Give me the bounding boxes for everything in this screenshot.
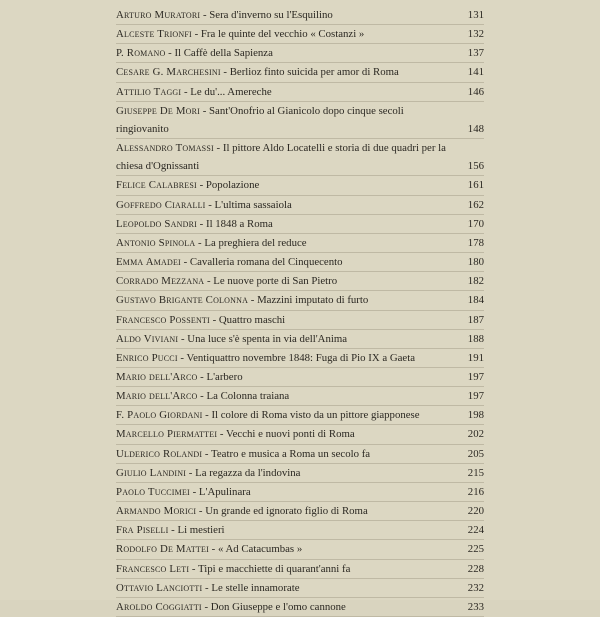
entry-author: Goffredo Ciaralli [116, 198, 206, 211]
toc-entry [116, 349, 484, 368]
toc-entry [116, 272, 484, 291]
entry-author: Armando Morici [116, 505, 197, 518]
entry-title: Tipi e macchiette di quarant'anni fa [198, 562, 351, 575]
entry-author: Mario dell'Arco [116, 370, 198, 383]
entry-text [116, 349, 458, 367]
entry-page-number: 182 [467, 275, 484, 288]
entry-author: Francesco Leti [116, 562, 190, 575]
entry-page-number: 198 [467, 409, 484, 422]
entry-separator [209, 543, 218, 555]
entry-title: Berlioz finto suicida per amor di Roma [229, 66, 399, 79]
toc-entry [116, 44, 484, 63]
entry-page-number: 162 [467, 198, 484, 211]
entry-page-number: 187 [467, 313, 484, 326]
entry-page-number: 146 [467, 85, 484, 98]
entry-title: Popolazione [205, 179, 260, 192]
entry-text [116, 176, 458, 194]
entry-page-number: 225 [467, 543, 484, 556]
entry-title: L'arbero [206, 370, 243, 383]
entry-author: F. Paolo Giordani [116, 409, 203, 422]
entry-title: Fra le quinte del vecchio « Costanzi » [200, 28, 365, 41]
entry-author: Arturo Muratori [116, 9, 201, 21]
entry-author: Aldo Viviani [116, 332, 179, 345]
entry-title: Mazzini imputato di furto [257, 294, 369, 307]
entry-separator [178, 333, 187, 345]
toc-entry [116, 196, 484, 215]
entry-text [116, 406, 458, 424]
toc-entry [116, 215, 484, 234]
toc-entry [116, 579, 484, 598]
entry-title: Una luce s'è spenta in via dell'Anima [187, 332, 348, 345]
entry-author: P. Romano [116, 47, 166, 60]
toc-entry [116, 311, 484, 330]
entry-page-number: 178 [467, 236, 484, 249]
entry-title: « Ad Catacumbas » [217, 543, 303, 556]
toc-entry [116, 406, 484, 425]
entry-separator [210, 314, 219, 326]
entry-separator [189, 563, 198, 575]
entry-page-number: 233 [467, 600, 484, 613]
entry-separator [192, 28, 201, 40]
entry-title: La preghiera del reduce [204, 236, 307, 249]
entry-separator [206, 199, 215, 211]
toc-entry [116, 330, 484, 349]
entry-text [116, 25, 458, 43]
entry-author: Francesco Possenti [116, 313, 210, 326]
toc-entry [116, 464, 484, 483]
toc-entry [116, 598, 484, 617]
entry-page-number: 184 [467, 294, 484, 307]
entry-title: Teatro e musica a Roma un secolo fa [211, 447, 371, 460]
entry-author: Ulderico Rolandi [116, 447, 203, 460]
entry-title: Sant'Onofrio al Gianicolo dopo cinque secoli ringiovanito [116, 104, 404, 135]
entry-page-number: 202 [467, 428, 484, 441]
entry-text [116, 464, 458, 482]
toc-entry [116, 425, 484, 444]
entry-author: Cesare G. Marchesini [116, 66, 221, 79]
entry-text [116, 44, 458, 62]
entry-author: Rodolfo De Mattei [116, 543, 209, 556]
entry-author: Giulio Landini [116, 466, 187, 479]
entry-author: Gustavo Brigante Colonna [116, 294, 249, 307]
entry-title: Le nuove porte di San Pietro [213, 275, 338, 288]
entry-author: Alessandro Tomassi [116, 142, 214, 155]
entry-separator [197, 179, 206, 191]
entry-title: Un grande ed ignorato figlio di Roma [205, 505, 368, 518]
entry-separator [202, 448, 211, 460]
entry-text [116, 425, 458, 443]
entry-separator [200, 9, 209, 21]
toc-entry [116, 63, 484, 82]
toc-entry [116, 445, 484, 464]
entry-author: Paolo Tuccimei [116, 485, 190, 498]
entry-separator [214, 142, 223, 154]
entry-text [116, 83, 458, 101]
toc-entry [116, 234, 484, 253]
toc-entry [116, 102, 484, 139]
entry-title: Don Giuseppe e l'omo cannone [210, 600, 346, 613]
entry-text [116, 387, 458, 405]
toc-entry [116, 521, 484, 540]
entry-title: Li mestieri [177, 524, 225, 537]
entry-author: Corrado Mezzana [116, 275, 205, 288]
entry-text [116, 63, 458, 81]
entry-text [116, 540, 458, 558]
entry-author: Felice Calabresi [116, 179, 197, 192]
entry-text [116, 330, 458, 348]
entry-page-number: 180 [467, 256, 484, 269]
entry-title: Vecchi e nuovi ponti di Roma [226, 428, 355, 441]
entry-text [116, 234, 458, 252]
toc-entry [116, 483, 484, 502]
entry-author: Aroldo Coggiatti [116, 600, 202, 613]
entry-page-number: 141 [467, 66, 484, 79]
toc-entry [116, 6, 484, 25]
toc-entry [116, 540, 484, 559]
entry-separator [200, 105, 209, 117]
toc-entry [116, 83, 484, 102]
entry-text [116, 196, 458, 214]
toc-entry [116, 25, 484, 44]
entry-page-number: 156 [467, 160, 484, 173]
entry-text [116, 502, 458, 520]
entry-page-number: 220 [467, 505, 484, 518]
entry-text [116, 215, 458, 233]
entry-text [116, 483, 458, 501]
entry-page-number: 224 [467, 524, 484, 537]
entry-title: Le stelle innamorate [211, 581, 300, 594]
entry-page-number: 215 [467, 466, 484, 479]
entry-text [116, 102, 458, 138]
entry-title: Il 1848 a Roma [205, 217, 273, 230]
entry-page-number: 232 [467, 581, 484, 594]
entry-author: Attilio Taggi [116, 85, 182, 98]
entry-text [116, 139, 458, 175]
entry-text [116, 368, 458, 386]
entry-text [116, 6, 458, 24]
entry-title: L'ultima sassaiola [214, 198, 292, 211]
entry-page-number: 132 [467, 28, 484, 41]
entry-title: Il Caffè della Sapienza [174, 47, 273, 60]
entry-author: Ottavio Lanciotti [116, 581, 203, 594]
toc-entry [116, 253, 484, 272]
entry-text [116, 521, 458, 539]
toc-entry [116, 560, 484, 579]
entry-page-number: 188 [467, 332, 484, 345]
entry-title: Sera d'inverno su l'Esquilino [209, 9, 333, 21]
entry-page-number: 228 [467, 562, 484, 575]
entry-title: Il colore di Roma visto da un pittore giapponese [211, 409, 420, 422]
entry-title: Ventiquattro novembre 1848: Fuga di Pio IX a Gaeta [186, 351, 416, 364]
entry-author: Mario dell'Arco [116, 390, 198, 403]
entry-title: La regazza da l'indovina [195, 466, 301, 479]
entry-separator [202, 601, 211, 613]
entry-page-number: 137 [467, 47, 484, 60]
entry-text [116, 579, 458, 597]
entry-author: Alceste Trionfi [116, 28, 192, 41]
entry-page-number: 197 [467, 390, 484, 403]
entry-separator [195, 237, 204, 249]
entry-text [116, 311, 458, 329]
toc-entry [116, 502, 484, 521]
entry-title: L'Apulinara [198, 485, 251, 498]
entry-separator [202, 582, 211, 594]
toc-entry [116, 176, 484, 195]
entry-text [116, 272, 458, 290]
entry-title: Le du'... Amereche [190, 85, 272, 98]
entry-text [116, 291, 458, 309]
entry-separator [221, 66, 230, 78]
entry-author: Fra Piselli [116, 524, 169, 537]
toc-entry [116, 387, 484, 406]
entry-title: Il pittore Aldo Locatelli e storia di due quadri per la chiesa d'Ognissanti [116, 142, 446, 173]
entry-author: Giuseppe De Mori [116, 104, 201, 117]
entry-author: Emma Amadei [116, 256, 181, 269]
entry-separator [190, 486, 199, 498]
entry-page-number: 205 [467, 447, 484, 460]
entry-separator [204, 275, 213, 287]
entry-separator [181, 256, 190, 268]
entry-page-number: 170 [467, 217, 484, 230]
entry-page-number: 216 [467, 485, 484, 498]
toc-entry [116, 139, 484, 176]
entry-separator [197, 218, 206, 230]
entry-separator [248, 294, 257, 306]
entry-title: La Colonna traiana [206, 390, 290, 403]
table-of-contents [116, 6, 484, 617]
entry-separator [186, 467, 195, 479]
entry-page-number: 161 [467, 179, 484, 192]
entry-separator [178, 352, 187, 364]
entry-title: Cavalleria romana del Cinquecento [189, 256, 343, 269]
entry-author: Leopoldo Sandri [116, 217, 197, 230]
entry-page-number: 191 [467, 351, 484, 364]
entry-text [116, 598, 458, 616]
entry-separator [196, 505, 205, 517]
entry-separator [181, 86, 190, 98]
toc-entry [116, 368, 484, 387]
entry-page-number: 197 [467, 370, 484, 383]
entry-text [116, 253, 458, 271]
entry-author: Enrico Pucci [116, 351, 178, 364]
toc-entry [116, 291, 484, 310]
entry-author: Antonio Spinola [116, 236, 196, 249]
entry-title: Quattro maschi [218, 313, 286, 326]
entry-author: Marcello Piermattei [116, 428, 218, 441]
entry-page-number: 131 [467, 9, 484, 21]
entry-page-number: 148 [467, 122, 484, 135]
entry-separator [217, 428, 226, 440]
entry-text [116, 560, 458, 578]
entry-text [116, 445, 458, 463]
